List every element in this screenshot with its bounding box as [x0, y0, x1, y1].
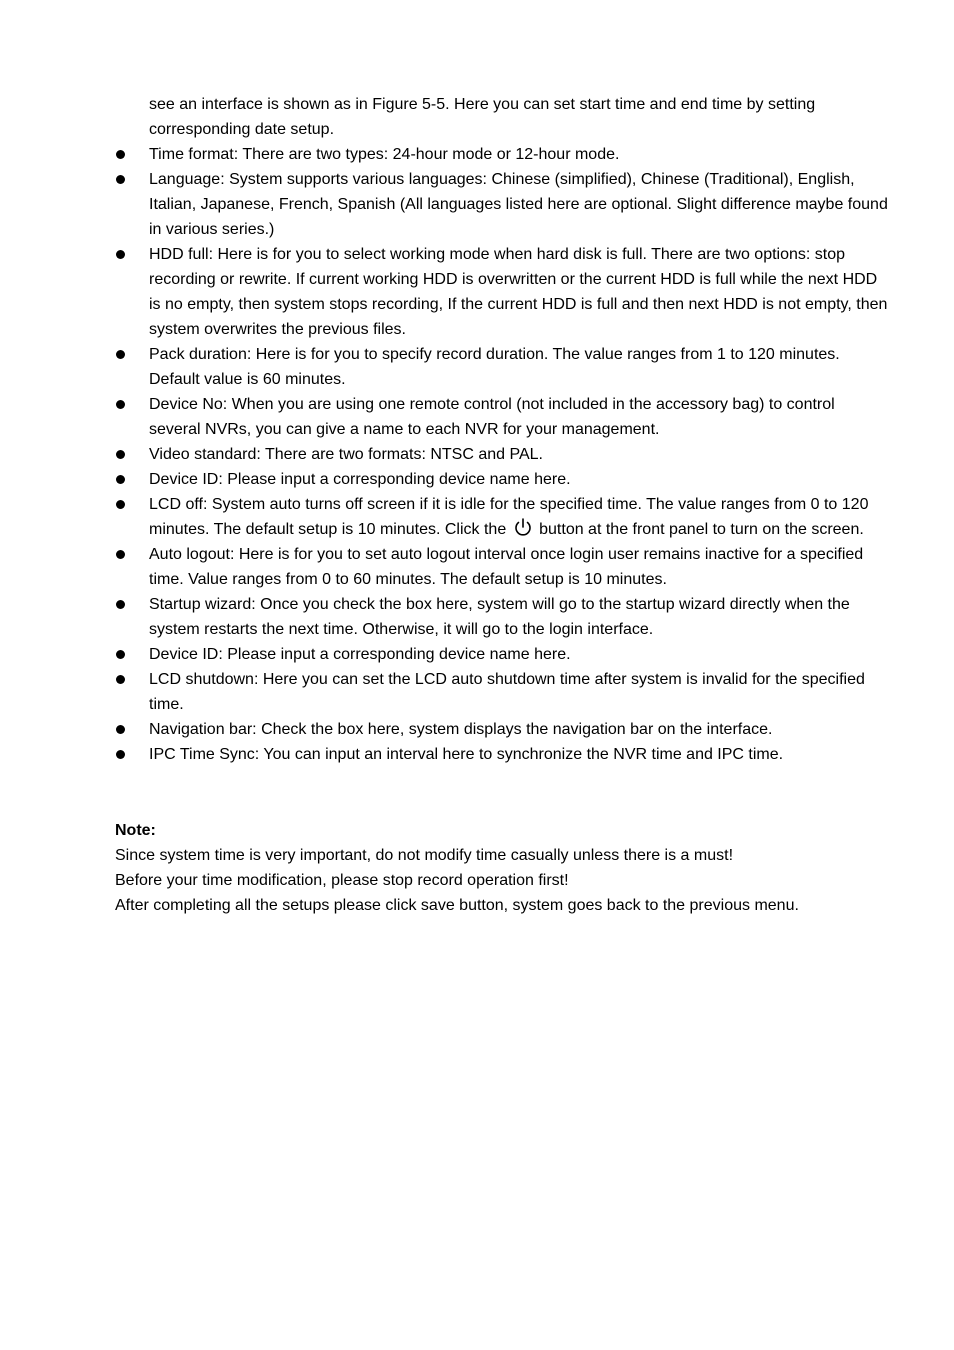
- power-icon: [513, 518, 533, 536]
- list-item-text: LCD shutdown: Here you can set the LCD auto shutdown time after system is invalid for the specified time.: [149, 671, 865, 713]
- list-item: [0, 592, 889, 642]
- list-item-text: HDD full: Here is for you to select working mode when hard disk is full. There are two options: stop recording or rewrite. If current working HDD is overwritten or the current HDD is full while the next HDD is no empty, then system stops recording, If the current HDD is full and then next HDD is not empty, then system overwrites the previous files.: [149, 246, 888, 338]
- bullet-icon: [116, 175, 125, 184]
- list-item: [0, 242, 889, 342]
- list-item: [0, 142, 889, 167]
- list-item-text: LCD off: System auto turns off screen if it is idle for the specified time. The value ranges from 0 to 120 minutes. The default setup is 10 minutes. Click the: [149, 496, 869, 538]
- list-item-text: Time format: There are two types: 24-hour mode or 12-hour mode.: [149, 146, 620, 163]
- bullet-icon: [116, 675, 125, 684]
- bullet-icon: [116, 725, 125, 734]
- bullet-icon: [116, 550, 125, 559]
- bullet-icon: [116, 150, 125, 159]
- bullet-icon: [116, 750, 125, 759]
- list-item-text: Language: System supports various languages: Chinese (simplified), Chinese (Traditional), English, Italian, Japanese, French, Spanish (All languages listed here are optional. Slight difference maybe found in various series.): [149, 171, 888, 238]
- list-item-text: Device No: When you are using one remote control (not included in the accessory bag) to control several NVRs, you can give a name to each NVR for your management.: [149, 396, 835, 438]
- list-item: [0, 167, 889, 242]
- bullet-icon: [116, 500, 125, 509]
- bullet-icon: [116, 350, 125, 359]
- list-item: [0, 342, 889, 392]
- continuation-paragraph: see an interface is shown as in Figure 5-5. Here you can set start time and end time by setting corresponding date setup.: [149, 96, 816, 138]
- bullet-icon: [116, 250, 125, 259]
- note-line: Before your time modification, please stop record operation first!: [115, 872, 569, 889]
- list-item: [0, 717, 889, 742]
- list-item: [0, 442, 889, 467]
- list-item: [0, 642, 889, 667]
- list-item: [0, 667, 889, 717]
- list-item-text: Video standard: There are two formats: NTSC and PAL.: [149, 446, 543, 463]
- bullet-icon: [116, 400, 125, 409]
- list-item-text: Startup wizard: Once you check the box here, system will go to the startup wizard directly when the system restarts the next time. Otherwise, it will go to the login interface.: [149, 596, 850, 638]
- list-item: [0, 392, 889, 442]
- note-title: Note:: [115, 822, 156, 839]
- list-item-text: IPC Time Sync: You can input an interval here to synchronize the NVR time and IPC time.: [149, 746, 784, 763]
- list-item-text: Auto logout: Here is for you to set auto logout interval once login user remains inactive for a specified time. Value ranges from 0 to 60 minutes. The default setup is 10 minutes.: [149, 546, 864, 588]
- list-item-text: Device ID: Please input a corresponding device name here.: [149, 646, 571, 663]
- list-item: [0, 742, 889, 767]
- settings-bullet-list: [0, 142, 954, 767]
- note-line: After completing all the setups please click save button, system goes back to the previous menu.: [115, 897, 799, 914]
- bullet-icon: [116, 475, 125, 484]
- note-section: [115, 818, 895, 918]
- bullet-icon: [116, 600, 125, 609]
- list-item-text: button at the front panel to turn on the screen.: [539, 521, 864, 538]
- bullet-icon: [116, 450, 125, 459]
- list-item: [0, 542, 889, 592]
- list-item: [0, 492, 889, 542]
- note-line: Since system time is very important, do not modify time casually unless there is a must!: [115, 847, 734, 864]
- list-item-text: Pack duration: Here is for you to specify record duration. The value ranges from 1 to 120 minutes. Default value is 60 minutes.: [149, 346, 840, 388]
- bullet-icon: [116, 650, 125, 659]
- list-item: [0, 467, 889, 492]
- list-item-text: Device ID: Please input a corresponding device name here.: [149, 471, 571, 488]
- list-item-text: Navigation bar: Check the box here, system displays the navigation bar on the interface.: [149, 721, 773, 738]
